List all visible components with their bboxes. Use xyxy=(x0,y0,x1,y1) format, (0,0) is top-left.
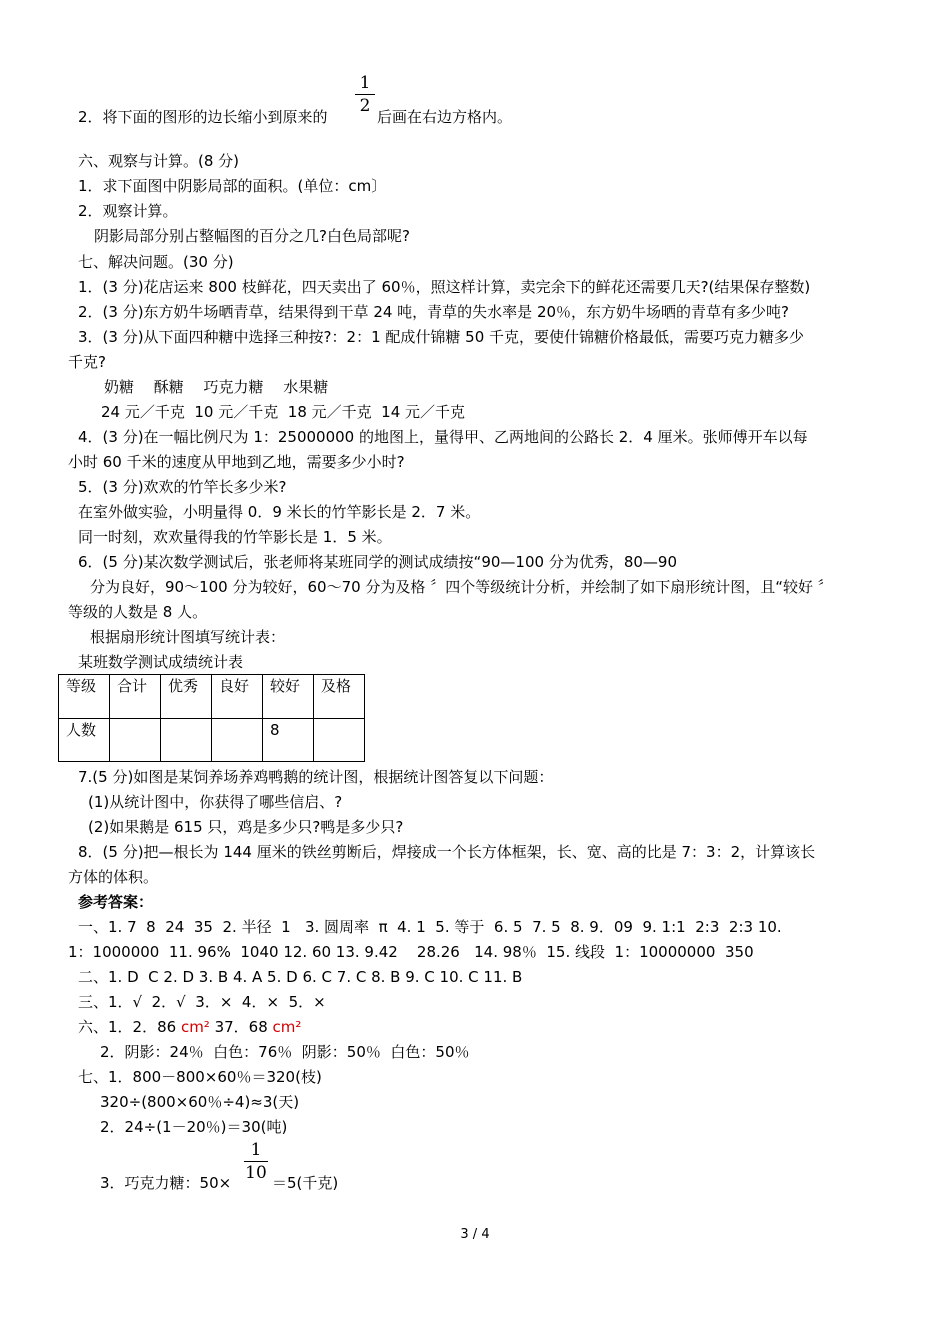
fraction-half-denominator: 2 xyxy=(359,96,371,116)
s7-q5-line3: 同一时刻，欢欢量得我的竹竿影长是 1．5 米。 xyxy=(78,528,392,546)
fraction-half xyxy=(355,73,375,116)
section-7-heading: 七、解决问题。(30 分) xyxy=(78,253,234,271)
s7-q4-line2: 小时 60 千米的速度从甲地到乙地，需要多少小时? xyxy=(68,453,405,471)
s7-q6-line1: 6．(5 分)某次数学测试后，张老师将某班同学的测试成绩按“90—100 分为优秀，80—90 xyxy=(78,553,677,571)
table-cell xyxy=(314,719,365,762)
candy-names: 奶糖 酥糖 巧克力糖 水果糖 xyxy=(104,378,329,396)
table-header-cell: 良好 xyxy=(212,675,263,719)
unit-cm2: cm² xyxy=(272,1018,302,1036)
table-cell: 8 xyxy=(263,719,314,762)
table-cell xyxy=(110,719,161,762)
table-cell xyxy=(212,719,263,762)
table-header-cell: 较好 xyxy=(263,675,314,719)
fraction-bar xyxy=(244,1161,268,1162)
answer-section-3: 三、1．√ 2．√ 3．× 4．× 5．× xyxy=(78,993,326,1011)
s7-q6-line4: 根据扇形统计图填写统计表： xyxy=(90,628,286,646)
answer-section-6-line1 xyxy=(78,1020,301,1035)
unit-cm2: cm² xyxy=(180,1018,210,1036)
table-header-cell: 等级 xyxy=(59,675,110,719)
s7-q1: 1．(3 分)花店运来 800 枝鲜花，四天卖出了 60％，照这样计算，卖完余下的鲜花还需要几天?(结果保存整数) xyxy=(78,278,811,296)
answer-section-1-line1: 一、1. 7 8 24 35 2. 半径 1 3. 圆周率 π 4. 1 5. 等于 6. 5 7. 5 8. 9．09 9. 1:1 2:3 2:3 10. xyxy=(78,918,782,936)
fraction-half-numerator: 1 xyxy=(359,73,371,93)
s7-q2: 2．(3 分)东方奶牛场晒青草，结果得到干草 24 吨，青草的失水率是 20％，东方奶牛场晒的青草有多少吨? xyxy=(78,303,790,321)
table-header-row xyxy=(59,675,365,719)
answer-6-part2: 37．68 xyxy=(209,1018,273,1036)
fraction-tenth xyxy=(244,1140,268,1183)
s7-q6-line3: 等级的人数是 8 人。 xyxy=(68,603,208,621)
s6-q2: 2．观察计算。 xyxy=(78,202,178,220)
fraction-tenth-numerator: 1 xyxy=(250,1140,262,1160)
table-header-cell: 合计 xyxy=(110,675,161,719)
s7-q6-line2: 分为良好，90～100 分为较好，60～70 分为及格 〞四个等级统计分析，并绘制了如下扇形统计图，且“较好 〞 xyxy=(90,578,833,596)
s7-q4-line1: 4．(3 分)在一幅比例尺为 1：25000000 的地图上，量得甲、乙两地间的公路长 2．4 厘米。张师傅开车以每 xyxy=(78,428,808,446)
table-header-cell: 优秀 xyxy=(161,675,212,719)
table-cell: 人数 xyxy=(59,719,110,762)
answer-section-1-line2: 1：1000000 11. 96% 1040 12. 60 13. 9.42 28.26 14. 98％ 15. 线段 1：10000000 350 xyxy=(68,943,754,961)
q5-2-tail: 后画在右边方格内。 xyxy=(377,108,513,126)
answer-section-2: 二、1. D C 2. D 3. B 4. A 5. D 6. C 7. C 8. B 9. C 10. C 11. B xyxy=(78,968,523,986)
s7-q7-line2: (1)从统计图中，你获得了哪些信启、? xyxy=(88,793,343,811)
table-row xyxy=(59,719,365,762)
s6-q2-detail: 阴影局部分别占整幅图的百分之几?白色局部呢? xyxy=(94,227,410,245)
candy-prices: 24 元／千克 10 元／千克 18 元／千克 14 元／千克 xyxy=(101,403,466,421)
s7-q7-line3: (2)如果鹅是 615 只，鸡是多少只?鸭是多少只? xyxy=(88,818,404,836)
fraction-tenth-denominator: 10 xyxy=(245,1163,267,1183)
answer-section-6-line2: 2．阴影：24％ 白色：76％ 阴影：50％ 白色：50％ xyxy=(100,1043,470,1061)
answer-section-7-line4: 3．巧克力糖：50× xyxy=(100,1174,232,1192)
s7-q3-line2: 千克? xyxy=(68,353,106,371)
s7-q5-line2: 在室外做实验，小明量得 0．9 米长的竹竿影长是 2．7 米。 xyxy=(78,503,481,521)
answer-section-7-line4-tail: ＝5(千克) xyxy=(272,1174,339,1192)
s7-q5-line1: 5．(3 分)欢欢的竹竿长多少米? xyxy=(78,478,287,496)
s7-q3-line1: 3．(3 分)从下面四种糖中选择三种按?：2：1 配成什锦糖 50 千克，要使什锦糖价格最低，需要巧克力糖多少 xyxy=(78,328,805,346)
s6-q1: 1．求下面图中阴影局部的面积。(单位：cm〕 xyxy=(78,177,387,195)
table-header-cell: 及格 xyxy=(314,675,365,719)
s7-q8-line1: 8．(5 分)把—根长为 144 厘米的铁丝剪断后，焊接成一个长方体框架，长、宽、高的比是 7：3：2，计算该长 xyxy=(78,843,816,861)
answer-section-7-line3: 2．24÷(1－20％)＝30(吨) xyxy=(100,1118,288,1136)
page-number: 3 / 4 xyxy=(460,1227,490,1242)
section-6-heading: 六、观察与计算。(8 分) xyxy=(78,152,240,170)
table-cell xyxy=(161,719,212,762)
table-caption: 某班数学测试成绩统计表 xyxy=(78,653,244,671)
s7-q7-line1: 7.(5 分)如图是某饲养场养鸡鸭鹅的统计图，根据统计图答复以下问题： xyxy=(78,768,554,786)
fraction-bar xyxy=(355,94,375,95)
answer-6-part1: 六、1．2．86 xyxy=(78,1018,181,1036)
answers-heading: 参考答案： xyxy=(78,893,154,911)
answer-section-7-line1: 七、1．800－800×60％＝320(枝) xyxy=(78,1068,322,1086)
q5-2-text: 2．将下面的图形的边长缩小到原来的 xyxy=(78,108,328,126)
score-stat-table xyxy=(58,674,365,762)
answer-section-7-line2: 320÷(800×60％÷4)≈3(天) xyxy=(100,1093,300,1111)
s7-q8-line2: 方体的体积。 xyxy=(68,868,159,886)
